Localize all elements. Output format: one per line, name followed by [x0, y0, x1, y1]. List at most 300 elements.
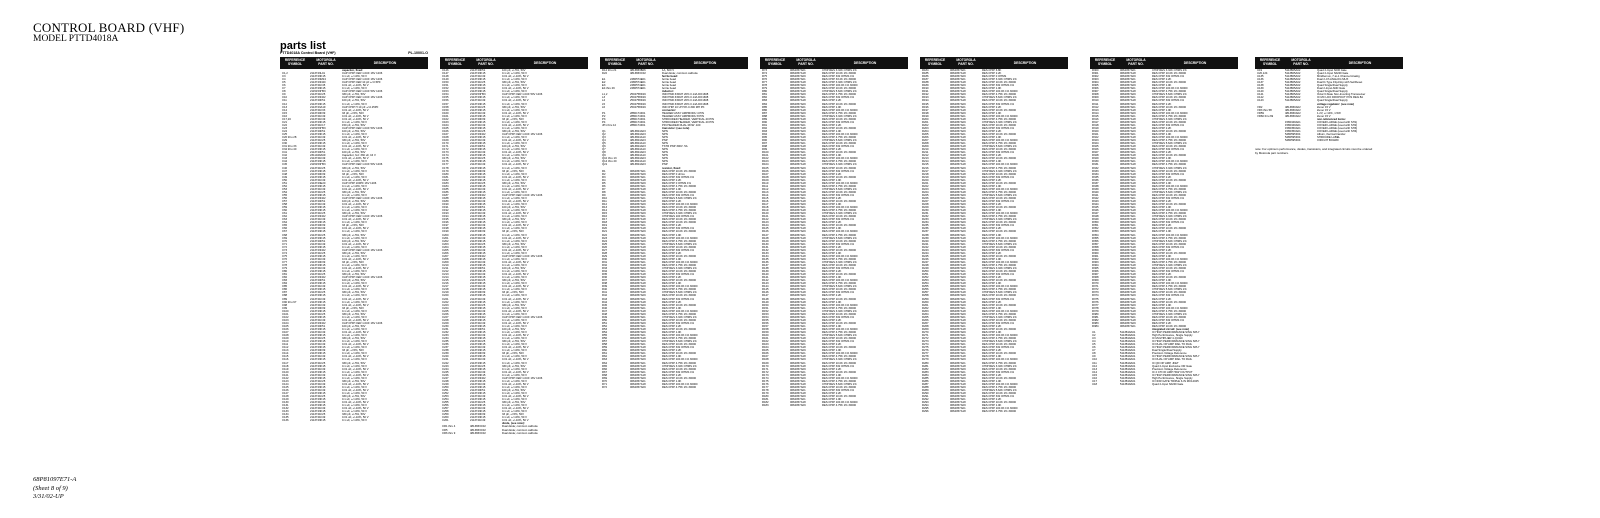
part-number: 2113743K15 — [310, 404, 326, 408]
reference-symbol: Q7 — [602, 148, 606, 152]
description: RES CHIP 332 OHMS 1% — [1152, 270, 1185, 274]
reference-symbol: R147 — [762, 294, 769, 298]
part-number: 2113743N22 — [310, 196, 326, 200]
reference-symbol: R10 — [602, 196, 608, 200]
description: 0.1 uF, +/-10%, 50 V — [502, 404, 527, 408]
reference-symbol: R18 — [602, 221, 608, 225]
part-number: 0662057A18 — [1120, 254, 1136, 258]
description: 0.01 uF, +/-10%, 50 V — [342, 257, 369, 261]
part-number: 2113743K15 — [470, 142, 486, 146]
description: CHIP RES 3.32K OHMS 1% — [982, 315, 1017, 319]
description: RES CHIP 10.0K 1% 30000 — [982, 157, 1017, 161]
description: CHIP RES 3.32K OHMS 1% — [1152, 69, 1187, 72]
reference-symbol: R133 — [762, 251, 769, 255]
reference-symbol: R361 — [1092, 254, 1099, 258]
description: capacitor, fixed: — [342, 69, 363, 72]
part-number: 2113741F49 — [310, 136, 326, 140]
part-number: 0662057A18 — [1120, 227, 1136, 231]
description: Capacitor, fxd: 330 uF, 16 V — [342, 154, 376, 158]
part-number: 0662057A09 — [1120, 102, 1136, 106]
description: IC HIGH PERFORMANCE SING SPLY — [1152, 346, 1200, 350]
reference-symbol: C66 — [282, 227, 288, 231]
reference-symbol: C85 — [282, 285, 288, 289]
description: RES CHIP 10.0K 1% 30000 — [1152, 251, 1187, 255]
part-number: 2113743K15 — [470, 203, 486, 207]
reference-symbol: C227 — [442, 315, 449, 319]
reference-symbol: C251 — [442, 388, 449, 392]
part-number: 2113741F49 — [310, 187, 326, 191]
description: 0.1 uF, +/-10%, 50 V — [502, 264, 527, 267]
description: resistor, fixed: — [662, 166, 681, 170]
reference-symbol: C49 — [282, 175, 288, 179]
description: 33 pF, +/-5%, 50V — [502, 169, 524, 173]
part-number: 2113741F49 — [470, 151, 486, 155]
description: RES CHIP 100.0K 1% 30000 — [982, 212, 1018, 216]
part-number: 0662057A01 — [950, 196, 966, 200]
part-number: 0662057A09 — [630, 303, 646, 307]
part-number: 0662057A09 — [1120, 257, 1136, 261]
reference-symbol: R61 — [602, 352, 608, 356]
reference-symbol: R82 — [762, 96, 768, 100]
part-number: 0662057A01 — [950, 315, 966, 319]
description: RES CHIP 4.75K 1% 30000 — [982, 215, 1017, 219]
description: 0.1 uF, +/-10%, 50 V — [502, 416, 527, 420]
reference-symbol: R289 — [922, 388, 929, 392]
part-number: 2113743K15 — [470, 404, 486, 408]
reference-symbol: U10 — [1092, 358, 1098, 362]
part-row — [440, 432, 588, 435]
part-number: 0662057A09 — [950, 120, 966, 124]
part-number: 0662057A01 — [950, 224, 966, 228]
part-number: 0662057A09 — [790, 193, 806, 197]
part-number: 0662057A18 — [950, 172, 966, 176]
part-number: 2113741F49 — [470, 187, 486, 191]
header-reference-symbol — [440, 59, 470, 66]
part-number: 2113741F49 — [470, 175, 486, 179]
reference-symbol: R255 — [922, 285, 929, 289]
reference-symbol: C250 — [442, 385, 449, 389]
description: RES CHIP 1.0K — [1152, 108, 1172, 112]
description: RES CHIP 10.0K 1% 30000 — [822, 117, 857, 121]
description: 0.01 uF, +/-10%, 50 V — [342, 136, 369, 140]
part-number: 2113743K15 — [470, 215, 486, 219]
description: RES CHIP 100.0K 1% 30000 — [982, 139, 1018, 143]
part-number: 0662057A09 — [790, 184, 806, 188]
description: RES CHIP 4.75K 1% 30000 — [822, 184, 857, 188]
reference-symbol: R217 — [922, 169, 929, 173]
description: RES CHIP 100.0K 1% 30000 — [662, 309, 698, 313]
reference-symbol: C201 — [442, 236, 449, 240]
part-number: 0662057A18 — [790, 391, 806, 395]
reference-symbol: C81 — [282, 273, 288, 277]
part-number: 0662057A09 — [1120, 276, 1136, 280]
part-number: 5113819A01 — [1120, 367, 1136, 371]
part-number: 0662057A01 — [1120, 233, 1136, 237]
part-number: 0662057A18 — [790, 382, 806, 386]
description: SHROUDE LABEL — [1317, 136, 1341, 140]
part-number: 0662057A01 — [950, 215, 966, 219]
reference-symbol: R231 — [922, 212, 929, 216]
part-number: 2113743K15 — [310, 346, 326, 350]
reference-symbol: C241 — [442, 358, 449, 362]
reference-symbol: C14 — [282, 108, 288, 112]
reference-symbol: R338 — [1092, 184, 1099, 188]
reference-symbol: R168 — [762, 358, 769, 362]
description: 0.1 uF, +/-10%, 50 V — [342, 340, 367, 344]
description: RES CHIP 4.75K 1% 30000 — [822, 404, 857, 408]
part-number: 2113743K15 — [310, 160, 326, 164]
part-number: 0662057A01 — [630, 224, 646, 228]
part-number: 2113741F49 — [310, 407, 326, 411]
part-number: 0662057A01 — [950, 297, 966, 301]
part-number: 2113741F25 — [470, 242, 486, 246]
reference-symbol: R205 — [922, 132, 929, 136]
description: CHIP RES 3.32K OHMS 1% — [822, 260, 857, 264]
part-number: 0662057A01 — [950, 279, 966, 283]
part-number: 2113743K15 — [470, 337, 486, 341]
part-number: 2113743K15 — [470, 251, 486, 255]
reference-symbol: U139 — [1257, 87, 1264, 91]
description: RES CHIP 1.0K — [822, 203, 842, 207]
part-number: 2113743K15 — [310, 334, 326, 338]
reference-symbol: R206 — [922, 136, 929, 140]
description: 0.01 uF, +/-10%, 50 V — [502, 321, 529, 325]
description: 0.1 uF, +/-10%, 50 V — [342, 221, 367, 225]
reference-symbol: U14 — [1092, 370, 1098, 374]
reference-symbol: C56 — [282, 196, 288, 200]
part-number: 2113743M24 — [310, 78, 326, 82]
part-number: 0662057A09 — [790, 248, 806, 252]
reference-symbol: JP1 thru 12 — [602, 123, 617, 127]
reference-symbol: R259 — [922, 297, 929, 301]
description: RES CHIP 10.0K 1% 30000 — [822, 126, 857, 130]
reference-symbol: C158 — [442, 105, 449, 109]
part-number: 0662057A09 — [790, 239, 806, 243]
reference-symbol: C90 thru 97 — [282, 300, 297, 304]
description: RES CHIP 10.0K 1% 30000 — [822, 297, 857, 301]
description: NPN — [662, 160, 668, 164]
reference-symbol: R47 — [602, 309, 608, 313]
description: RES CHIP 4.75K 1% 30000 — [1152, 236, 1187, 240]
part-number: 0662057A09 — [1120, 175, 1136, 179]
part-number: 4813833C02 — [470, 425, 486, 429]
part-number: 2113743K15 — [470, 245, 486, 249]
description: RES CHIP 10.0K 1% 30000 — [1152, 129, 1187, 133]
description: CHIP RES 3.32K OHMS 1% — [1152, 312, 1187, 316]
part-number: 0662057A01 — [950, 352, 966, 356]
part-number: 2113741F49 — [310, 285, 326, 289]
description: RES CHIP 10.0K 1% 30000 — [822, 166, 857, 170]
description: 0.1 uF, +/-10%, 50 V — [342, 358, 367, 362]
reference-symbol: C29 — [282, 139, 288, 143]
description: 0.1 uF, +/-10%, 50 V — [502, 96, 527, 100]
description: 0.1 uF, +/-10%, 50 V — [342, 315, 367, 319]
reference-symbol: C188 — [442, 196, 449, 200]
header-description: DESCRIPTION — [1348, 61, 1372, 65]
description: 0.1 uF, +/-10%, 50 V — [342, 404, 367, 408]
description: RES CHIP 4.75K 1% 30000 — [822, 282, 857, 286]
part-number: 2113743K15 — [470, 178, 486, 182]
description: RES CHIP 4.75K 1% 30000 — [982, 264, 1017, 267]
description: Dual diode; common cathode — [502, 431, 538, 435]
part-number: 2113741F49 — [310, 218, 326, 222]
reference-symbol: U8 — [1092, 352, 1096, 356]
reference-symbol: L3 — [602, 96, 606, 100]
reference-symbol: R228 — [922, 203, 929, 207]
description: Quad Single/Dual Supply — [1317, 84, 1348, 88]
description: RES CHIP 10.0K 1% 30000 — [822, 264, 857, 267]
part-number: 2480574E01 — [630, 81, 646, 85]
reference-symbol: R154 — [762, 315, 769, 319]
part-number: 0662057A01 — [950, 105, 966, 109]
reference-symbol: R122 — [762, 218, 769, 222]
part-number: 2113743K15 — [470, 288, 486, 292]
part-number: 0662057A01 — [790, 251, 806, 255]
reference-symbol: R195 — [922, 102, 929, 106]
part-number: 2113743K15 — [470, 367, 486, 371]
reference-symbol: R179 — [762, 391, 769, 395]
part-number: 0662057A18 — [950, 72, 966, 76]
reference-symbol: C254 — [442, 398, 449, 402]
reference-symbol: R136 — [762, 260, 769, 264]
description: RES CHIP 2.2K — [822, 148, 842, 152]
part-number: 0662057A18 — [950, 364, 966, 368]
reference-symbol: R367 — [1092, 273, 1099, 277]
reference-symbol: L5 — [602, 102, 606, 106]
description: RES CHIP 2.2K — [822, 367, 842, 371]
description: RES CHIP 10.0K 1% 30000 — [822, 337, 857, 341]
reference-symbol: R324 — [1092, 142, 1099, 146]
part-number: 0662057A18 — [950, 200, 966, 204]
reference-symbol: L6 — [602, 105, 606, 109]
description: 0.01 uF, +/-10%, 50 V — [502, 99, 529, 103]
description: CHIP RES 3.32K OHMS 1% — [822, 69, 857, 72]
part-number: 0662057A01 — [950, 78, 966, 82]
description: IC DUAL OP AMP RAIL TO RAIL — [1152, 358, 1193, 362]
part-number: 2113743K15 — [470, 398, 486, 402]
description: Dual diode; common cathode — [662, 72, 698, 76]
reference-symbol: R16 — [602, 215, 608, 219]
part-number: 0662057A09 — [950, 129, 966, 133]
reference-symbol: C149 — [442, 78, 449, 82]
description: 0.1 uF, +/-10%, 50 V — [342, 87, 367, 91]
reference-symbol: R342 — [1092, 196, 1099, 200]
header-description: DESCRIPTION — [533, 61, 557, 65]
part-number: 2113740F39 — [310, 349, 326, 353]
description: RES CHIP 10.0K 1% 30000 — [1152, 105, 1187, 109]
part-number: 0662057A09 — [790, 358, 806, 362]
part-number: 0662057A18 — [790, 145, 806, 149]
part-number: 2113741F25 — [470, 81, 486, 85]
description: 0.01 uF, +/-10%, 50 V — [502, 419, 529, 423]
part-number: 2113743K15 — [470, 90, 486, 94]
part-number: 0662057A09 — [790, 276, 806, 280]
reference-symbol: C217 — [442, 285, 449, 289]
description: 0.01 uF, +/-10%, 50 V — [502, 200, 529, 204]
description: 0.1 uF, +/-10%, 50 V — [502, 221, 527, 225]
description: COVER LARGE (used with SH4) — [1317, 129, 1358, 133]
part-number: 0662057A01 — [1120, 87, 1136, 91]
description: 0.1 uF, +/-10%, 50 V — [342, 102, 367, 106]
description: 330 pF, +/-5%, 50V — [502, 242, 526, 246]
description: RES CHIP 2.2K — [1152, 273, 1172, 277]
reference-symbol: R331 — [1092, 163, 1099, 167]
part-number: 2113741F25 — [310, 93, 326, 97]
description: 0.01 uF, +/-10%, 50 V — [342, 84, 369, 88]
part-number: 2113743K15 — [470, 172, 486, 176]
header-text: REFERENCE — [924, 58, 946, 63]
part-number: 2113741F25 — [470, 218, 486, 222]
part-number: 0662057A01 — [1120, 206, 1136, 210]
description: 0.1 uF, +/-10%, 50 V — [502, 160, 527, 164]
description: 0.1 uF, +/-10%, 50 V — [342, 282, 367, 286]
reference-symbol: R166 — [762, 352, 769, 356]
part-number: 0662057A01 — [950, 187, 966, 191]
reference-symbol: U136 — [1257, 78, 1264, 82]
description: 330 pF, +/-5%, 50V — [342, 139, 366, 143]
part-number: 0662057A01 — [790, 388, 806, 392]
part-number: 0662057A01 — [630, 306, 646, 310]
reference-symbol: U135 — [1257, 75, 1264, 79]
column-header — [920, 57, 1068, 69]
part-number: 0662057A01 — [790, 288, 806, 292]
reference-symbol: C235 — [442, 340, 449, 344]
part-number: 2113741F25 — [310, 212, 326, 216]
part-number: 0662057A09 — [950, 276, 966, 280]
reference-symbol: P1 — [602, 111, 606, 115]
part-number: 0662057A01 — [630, 343, 646, 347]
reference-symbol: C230 — [442, 324, 449, 328]
reference-symbol: R334 — [1092, 172, 1099, 176]
reference-symbol: R377 — [1092, 303, 1099, 307]
part-number: 2113743K15 — [470, 72, 486, 76]
reference-symbol: R221 — [922, 181, 929, 185]
part-number: 5113805A02 — [1285, 90, 1301, 94]
part-number: 5113819A01 — [1120, 379, 1136, 383]
part-number: 0662057A18 — [630, 187, 646, 191]
part-number: 5113805A02 — [1285, 99, 1301, 103]
description: RES CHIP 10.0K 1% 30000 — [662, 218, 697, 222]
reference-symbol: R336 — [1092, 178, 1099, 182]
reference-symbol: C3 — [282, 75, 286, 79]
reference-symbol: C170 — [442, 142, 449, 146]
part-number: 0662057A18 — [1120, 163, 1136, 167]
part-number: 0662057A09 — [950, 294, 966, 298]
reference-symbol: R211 — [922, 151, 929, 155]
part-number: 0662057A18 — [630, 218, 646, 222]
reference-symbol: U15 — [1092, 373, 1098, 377]
description: RES CHIP 100.0K 1% 30000 — [822, 376, 858, 380]
part-number: 0662057A09 — [630, 385, 646, 389]
part-number: 0662057A09 — [950, 303, 966, 307]
parts-list-title: parts list — [280, 40, 326, 52]
part-number: 4813824A03 — [630, 139, 646, 143]
part-number: 0662057A01 — [1120, 132, 1136, 136]
description: Precision Voltage Reference — [1152, 367, 1187, 371]
part-number: 0662057A18 — [950, 373, 966, 377]
description: 0.01 uF, +/-10%, 50 V — [342, 227, 369, 231]
part-number: 0662057A18 — [950, 264, 966, 267]
description: COVER LARGE (used with SH2) — [1317, 123, 1358, 127]
part-number: 2113741F25 — [310, 166, 326, 170]
part-number: 0662057A18 — [1120, 291, 1136, 295]
description: RES CHIP 1.0K — [982, 404, 1002, 408]
description: RES CHIP 1.0K — [982, 111, 1002, 115]
part-number: 2113743K15 — [310, 175, 326, 179]
reference-symbol: U143 — [1257, 99, 1264, 103]
description: Dual diode; common cathode — [502, 425, 538, 429]
reference-symbol: C22 — [282, 123, 288, 127]
part-number: 2113741F25 — [470, 401, 486, 405]
parts-column — [920, 57, 1068, 413]
description: 0.01 uF, +/-10%, 50 V — [342, 218, 369, 222]
description: RES CHIP 100.0K 1% 30000 — [982, 260, 1018, 264]
part-number: 0662057A18 — [1120, 309, 1136, 313]
reference-symbol: R170 — [762, 364, 769, 368]
description: RES CHIP 10.0K 1% 30000 — [662, 367, 697, 371]
column-header — [1255, 57, 1403, 69]
reference-symbol: C78 — [282, 264, 288, 267]
part-number: 2113743K15 — [470, 78, 486, 82]
description: RES CHIP 10.0K 1% 30000 — [822, 215, 857, 219]
reference-symbol: R176 — [762, 382, 769, 386]
part-number: 0662057A01 — [790, 352, 806, 356]
part-number: 0662057A09 — [790, 175, 806, 179]
part-number: 0662057A18 — [790, 273, 806, 277]
description: RES CHIP 332 OHMS 1% — [822, 169, 855, 173]
part-number: 0662057A09 — [1120, 129, 1136, 133]
description: RES CHIP 332 OHMS 1% — [982, 224, 1015, 228]
description: 0.01 uF, +/-10%, 50 V — [342, 114, 369, 118]
reference-symbol: R182 — [762, 401, 769, 405]
description: NPN — [662, 142, 668, 146]
part-number: 2113741F33 — [310, 108, 326, 112]
part-number: 0662057A09 — [950, 203, 966, 207]
description: RES CHIP 332 OHMS 1% — [822, 364, 855, 368]
description: RES CHIP 100.0K 1% 30000 — [982, 236, 1018, 240]
description: NPN — [662, 132, 668, 136]
part-number: 0662057A09 — [1120, 75, 1136, 79]
description: CHIP RES 5.62K OHMS 1% — [662, 196, 697, 200]
reference-symbol: C258 — [442, 410, 449, 414]
reference-symbol: C202 — [442, 239, 449, 243]
reference-symbol: C177 — [442, 163, 449, 167]
reference-symbol: C197 — [442, 224, 449, 228]
description: 0.01 uF, +/-10%, 50 V — [342, 145, 369, 149]
part-number: 2113741F49 — [470, 139, 486, 143]
part-number: 4813833C02 — [630, 72, 646, 76]
reference-symbol: R21 — [602, 230, 608, 234]
reference-symbol: R152 — [762, 309, 769, 313]
part-number: 2113743K15 — [470, 416, 486, 420]
reference-symbol: C80 — [282, 270, 288, 274]
reference-symbol: R327 — [1092, 151, 1099, 155]
part-number: 0662057A01 — [630, 260, 646, 264]
description: 0.1 uF, +/-10%, 50 V — [342, 148, 367, 152]
description: 0.01 uF, +/-10%, 50 V — [342, 108, 369, 112]
description: 0.01 uF, +/-10%, 50 V — [342, 242, 369, 246]
part-number: 2113743K15 — [470, 331, 486, 335]
part-number: 0662057A18 — [950, 254, 966, 258]
part-number: 0662057A01 — [950, 87, 966, 91]
reference-symbol: C164 — [442, 123, 449, 127]
reference-symbol: R268 — [922, 324, 929, 328]
reference-symbol: R314 — [1092, 111, 1099, 115]
reference-symbol: R210 — [922, 148, 929, 152]
reference-symbol: R143 — [762, 282, 769, 286]
part-number: 2113743K15 — [470, 373, 486, 377]
reference-symbol: R104 — [762, 163, 769, 167]
